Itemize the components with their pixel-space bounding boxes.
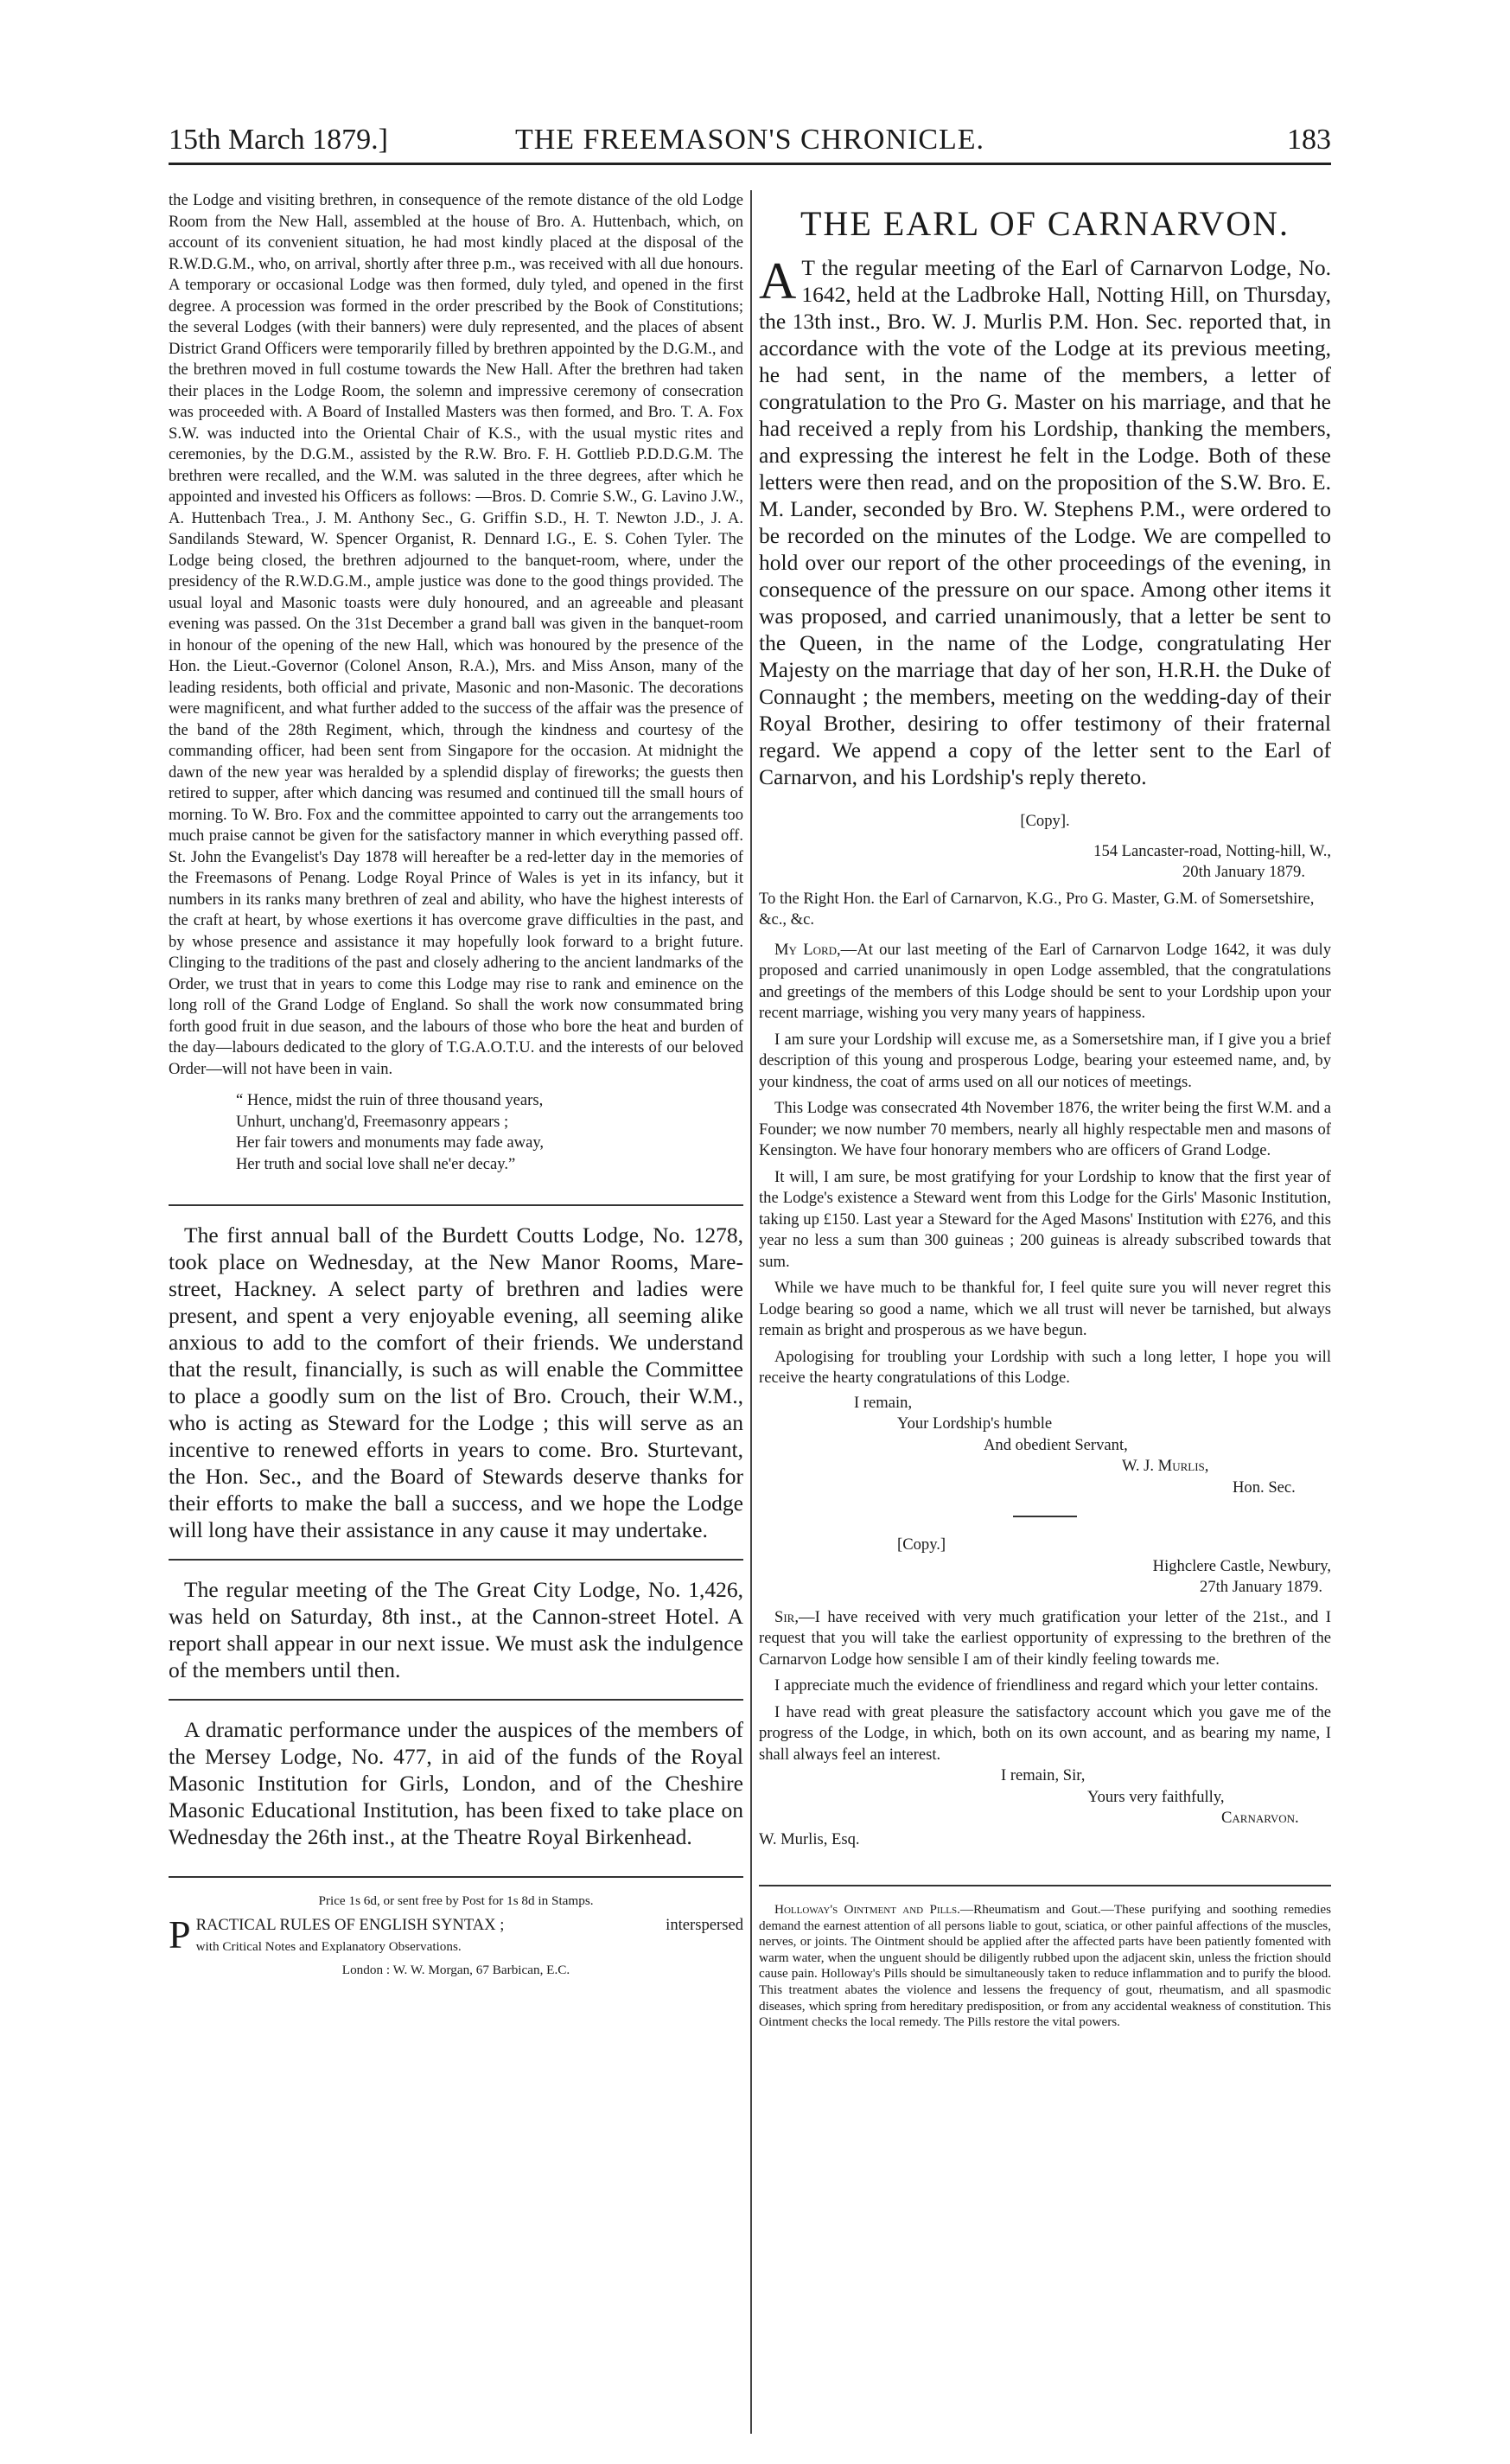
mersey-article: A dramatic performance under the auspices of the members of the Mersey Lodge, No. 477, in aid of the funds of the Royal Masonic Institution for Girls, London, and of the Cheshire Masonic Educational Institution, has been fixed to take place on Wednesday the 26th inst., at the Theatre Royal Birkenhead. xyxy=(169,1717,743,1849)
article-headline: THE EARL OF CARNARVON. xyxy=(800,204,1290,243)
poem-line: Her truth and social love shall ne'er decay.” xyxy=(236,1154,516,1173)
ad-title xyxy=(169,1912,743,1957)
letter1-salutation: My Lord, xyxy=(774,940,841,959)
letter2-closing xyxy=(759,1765,1331,1850)
letter1-paragraph: It will, I am sure, be most gratifying for your Lordship to know that the first year of the Lodge's existence a Steward went from this Lodge for the Girls' Masonic Institution, taking up £150. Last year a Steward for the Aged Masons' Institution with £276, and this year no less a sum than 300 guineas ; 200 guineas is already subscribed towards that sum. xyxy=(759,1167,1331,1271)
syntax-advertisement xyxy=(169,1893,743,1978)
ad-title-text: RACTICAL RULES OF ENGLISH SYNTAX ; xyxy=(195,1915,505,1934)
closing-line: I remain, Sir, xyxy=(1001,1766,1086,1784)
closing-line: Yours very faithfully, xyxy=(1087,1787,1225,1806)
letter2-address: Highclere Castle, Newbury, xyxy=(1152,1556,1331,1575)
ad-interspersed: interspersed xyxy=(666,1915,743,1934)
closing-line: Your Lordship's humble xyxy=(897,1414,1053,1433)
masthead xyxy=(169,121,1331,166)
letter1-paragraph: Apologising for troubling your Lordship with such a long letter, I hope you will receive the hearty congratulations of this Lodge. xyxy=(759,1347,1331,1387)
page-number: 183 xyxy=(1287,124,1331,156)
signature-title: Hon. Sec. xyxy=(1233,1478,1296,1497)
closing-line: I remain, xyxy=(854,1393,913,1412)
closing-line: And obedient Servant, xyxy=(984,1435,1128,1454)
letter1-paragraph: My Lord,—At our last meeting of the Earl of Carnarvon Lodge 1642, it was duly proposed and carried unanimously in open Lodge assembled, that the congratulations and greetings of the members of this Lodge should be sent to your Lordship upon your recent marriage, wishing you very many years of happiness. xyxy=(759,940,1331,1022)
drop-cap: A xyxy=(759,252,797,310)
ad-notes: with Critical Notes and Explanatory Observations. xyxy=(195,1939,462,1955)
letter2-paragraph: Sir,—I have received with very much gratification your letter of the 21st., and I request that you will take the earliest opportunity of expressing to the brethren of the Carnarvon Lodge how sensible I am of their kindly feeling towards me. xyxy=(759,1607,1331,1669)
holloway-body: —Rheumatism and Gout.—These purifying and soothing remedies demand the earnest attention of all persons liable to gout, sciatica, or other painful affections of the muscles, nerves, or joints. The Ointment should be applied after the affected parts have been patiently fomented with warm water, when the unguent should be diligently rubbed upon the adjacent skin, unless the friction should cause pain. Holloway's Pills should be simultaneously taken to reduce inflammation and to purify the blood. This treatment abates the violence and lessens the frequency of gout, rheumatism, and all spasmodic diseases, which spring from hereditary predisposition, or from any accidental weakness of constitution. This Ointment checks the local remedy. The Pills restore the vital powers. xyxy=(759,1902,1331,2030)
burdett-coutts-article: The first annual ball of the Burdett Coutts Lodge, No. 1278, took place on Wednesday, at the New Manor Rooms, Mare-street, Hackney. A select party of brethren and ladies were present, and spent a very enjoyable evening, all seeming alike anxious to add to the comfort of their friends. We understand that the result, financially, is such as will enable the Committee to place a goodly sum on the list of Bro. Crouch, their W.M., who is acting as Steward for the Lodge ; this will serve as an incentive to renewed efforts in years to come. Bro. Sturtevant, the Hon. Sec., and the Board of Stewards deserve thanks for their efforts to make the ball a success, and we hope the Lodge will long have their assistance in any cause it may undertake. xyxy=(169,1222,743,1542)
letter1-address: 154 Lancaster-road, Notting-hill, W., xyxy=(1093,841,1331,860)
great-city-article: The regular meeting of the The Great City Lodge, No. 1,426, was held on Saturday, 8th inst., at the Cannon-street Hotel. A report shall appear in our next issue. We must ask the indulgence of the members until then. xyxy=(169,1577,743,1682)
carnarvon-intro xyxy=(759,254,1331,790)
signature: Carnarvon. xyxy=(1221,1809,1299,1827)
letter1-paragraph: I am sure your Lordship will excuse me, as a Somersetshire man, if I give you a brief description of this young and prosperous Lodge, bearing your esteemed name, and, by your kindness, the coat of arms used on all our notices of meetings. xyxy=(759,1030,1331,1091)
letter1-date: 20th January 1879. xyxy=(1182,863,1305,881)
section-divider xyxy=(169,1204,743,1206)
letter2-date: 27th January 1879. xyxy=(1199,1578,1322,1596)
signature: W. J. Murlis, xyxy=(1122,1457,1209,1475)
poem-line: “ Hence, midst the ruin of three thousand years, xyxy=(236,1091,544,1109)
issue-date: 15th March 1879.] xyxy=(169,124,389,156)
holloway-heading: Holloway's Ointment and Pills. xyxy=(774,1902,960,1917)
poem-line: Unhurt, unchang'd, Freemasonry appears ; xyxy=(236,1112,509,1131)
ad-price: Price 1s 6d, or sent free by Post for 1s 8d in Stamps. xyxy=(318,1893,594,1908)
masthead-rule xyxy=(169,163,1331,165)
section-divider xyxy=(169,1876,743,1878)
ad-address: London : W. W. Morgan, 67 Barbican, E.C. xyxy=(341,1962,570,1977)
section-divider xyxy=(759,1885,1331,1886)
left-column xyxy=(169,190,743,1978)
section-divider xyxy=(169,1559,743,1561)
copy-label-1: [Copy]. xyxy=(1020,812,1070,830)
carnarvon-intro-text: T the regular meeting of the Earl of Carnarvon Lodge, No. 1642, held at the Ladbroke Hall, Notting Hill, on Thursday, the 13th inst., Bro. W. J. Murlis P.M. Hon. Sec. reported that, in accordance with the vote of the Lodge at its previous meeting, he had sent, in the name of the members, a letter of congratulation to the Pro G. Master on his marriage, and that he had received a reply from his Lordship, thanking the members, and expressing the interest he felt in the Lodge. Both of these letters were then read, and on the proposition of the S.W. Bro. E. M. Lander, seconded by Bro. W. Stephens P.M., were ordered to be recorded on the minutes of the Lodge. We are compelled to hold over our report of the other proceedings of the evening, in consequence of the pressure on our space. Among other items it was proposed, and carried unanimously, that a letter be sent to the Queen, in the name of the Lodge, congratulating Her Majesty on the marriage that day of her son, H.R.H. the Duke of Connaught ; the members, meeting on the wedding-day of their Royal Brother, desiring to offer testimony of their fraternal regard. We append a copy of the letter sent to the Earl of Carnarvon, and his Lordship's reply thereto. xyxy=(759,255,1331,789)
letter1-paragraph: This Lodge was consecrated 4th November 1876, the writer being the first W.M. and a Founder; we now number 70 members, nearly all highly respectable men and masons of Kensington. We have four honorary members who are officers of Grand Lodge. xyxy=(759,1099,1331,1159)
ad-drop-cap: P xyxy=(169,1912,191,1957)
letter2-recipient: W. Murlis, Esq. xyxy=(759,1829,860,1848)
holloway-advertisement xyxy=(759,1902,1331,2031)
letter1-paragraph: While we have much to be thankful for, I feel quite sure you will never regret this Lodge bearing so good a name, which we all trust will never be tarnished, but always remain as bright and prosperous as we have begun. xyxy=(759,1279,1331,1339)
section-divider xyxy=(1013,1516,1077,1517)
letter2-paragraph: I have read with great pleasure the satisfactory account which you gave me of the progress of the Lodge, in which, both on its own account, and as bearing my name, I shall always feel an interest. xyxy=(759,1702,1331,1764)
letter2-paragraph: I appreciate much the evidence of friendliness and regard which your letter contains. xyxy=(774,1676,1319,1695)
right-column xyxy=(759,190,1331,2031)
poem xyxy=(236,1090,743,1175)
section-divider xyxy=(169,1699,743,1701)
penang-report: the Lodge and visiting brethren, in consequence of the remote distance of the old Lodge Room from the New Hall, assembled at the house of Bro. A. Huttenbach, which, on account of its convenient situation, he had most kindly placed at the disposal of the R.W.D.G.M., who, on arrival, shortly after three p.m., was received with all due honours. A temporary or occasional Lodge was then formed, duly tyled, and opened in the first degree. A procession was formed in the order prescribed by the Book of Constitutions; the several Lodges (with their banners) were duly represented, and the places of absent District Grand Officers were temporarily filled by brethren appointed by the D.G.M., and the brethren moved in full costume towards the New Hall. After the brethren had taken their places in the Lodge Room, the solemn and impressive ceremony of consecration was proceeded with. A Board of Installed Masters was then formed, and Bro. T. A. Fox S.W. was inducted into the Oriental Chair of K.S., with the usual mystic rites and ceremonies, by the D.G.M., assisted by the R.W. Bro. F. H. Gottlieb P.D.D.G.M. The brethren were recalled, and the W.M. was saluted in the three degrees, after which he appointed and invested his Officers as follows: —Bros. D. Comrie S.W., G. Lavino J.W., A. Huttenbach Trea., J. M. Anthony Sec., G. Griffin S.D., H. T. Newton J.D., J. A. Sandilands Steward, W. Spencer Organist, R. Dennard I.G., E. S. Cohen Tyler. The Lodge being closed, the brethren adjourned to the banquet-room, where, under the presidency of the R.W.D.G.M., ample justice was done to the good things provided. The usual loyal and Masonic toasts were duly honoured, and an agreeable and pleasant evening was passed. On the 31st December a grand ball was given in the banquet-room in honour of the opening of the new Hall, which was honoured by the presence of the Hon. the Lieut.-Governor (Colonel Anson, R.A.), Mrs. and Miss Anson, many of the leading residents, both official and private, Masonic and non-Masonic. The decorations were magnificent, and what further added to the success of the affair was the presence of the band of the 28th Regiment, which, through the kindness and courtesy of the commanding officer, had been sent from Singapore for the occasion. At midnight the dawn of the new year was heralded by a splendid display of fireworks; the guests then retired to supper, after which dancing was resumed and continued till the small hours of morning. To W. Bro. Fox and the committee appointed to carry out the arrangements too much praise cannot be given for the satisfactory manner in which everything passed off. St. John the Evangelist's Day 1878 will hereafter be a red-letter day in the memories of the Freemasons of Penang. Lodge Royal Prince of Wales is yet in its infancy, but it numbers in its ranks many brethren of zeal and ability, who have the highest interests of the craft at heart, by whose exertions it has overcome grave difficulties in the past, and by whose presence and assistance it may hopefully look forward to a bright future. Clinging to the traditions of the past and closely adhering to the ancient landmarks of the Order, we trust that in years to come this Lodge may rise to rank and eminence on the long roll of the Grand Lodge of England. So shall the work now consummated bring forth good fruit in due season, and the labours of those who bore the heat and burden of the day—labours dedicated to the glory of T.G.A.O.T.U. and the interests of our beloved Order—will not have been in vain. xyxy=(169,191,743,1078)
publication-title: THE FREEMASON'S CHRONICLE. xyxy=(514,124,985,156)
column-rule xyxy=(750,190,752,2434)
letter1-recipient: To the Right Hon. the Earl of Carnarvon, K.G., Pro G. Master, G.M. of Somersetshire, &c., &c. xyxy=(759,889,1315,929)
copy-label-2: [Copy.] xyxy=(897,1535,946,1554)
letter1-closing xyxy=(759,1393,1331,1499)
letter2-salutation: Sir, xyxy=(774,1607,799,1626)
poem-line: Her fair towers and monuments may fade away, xyxy=(236,1133,545,1152)
